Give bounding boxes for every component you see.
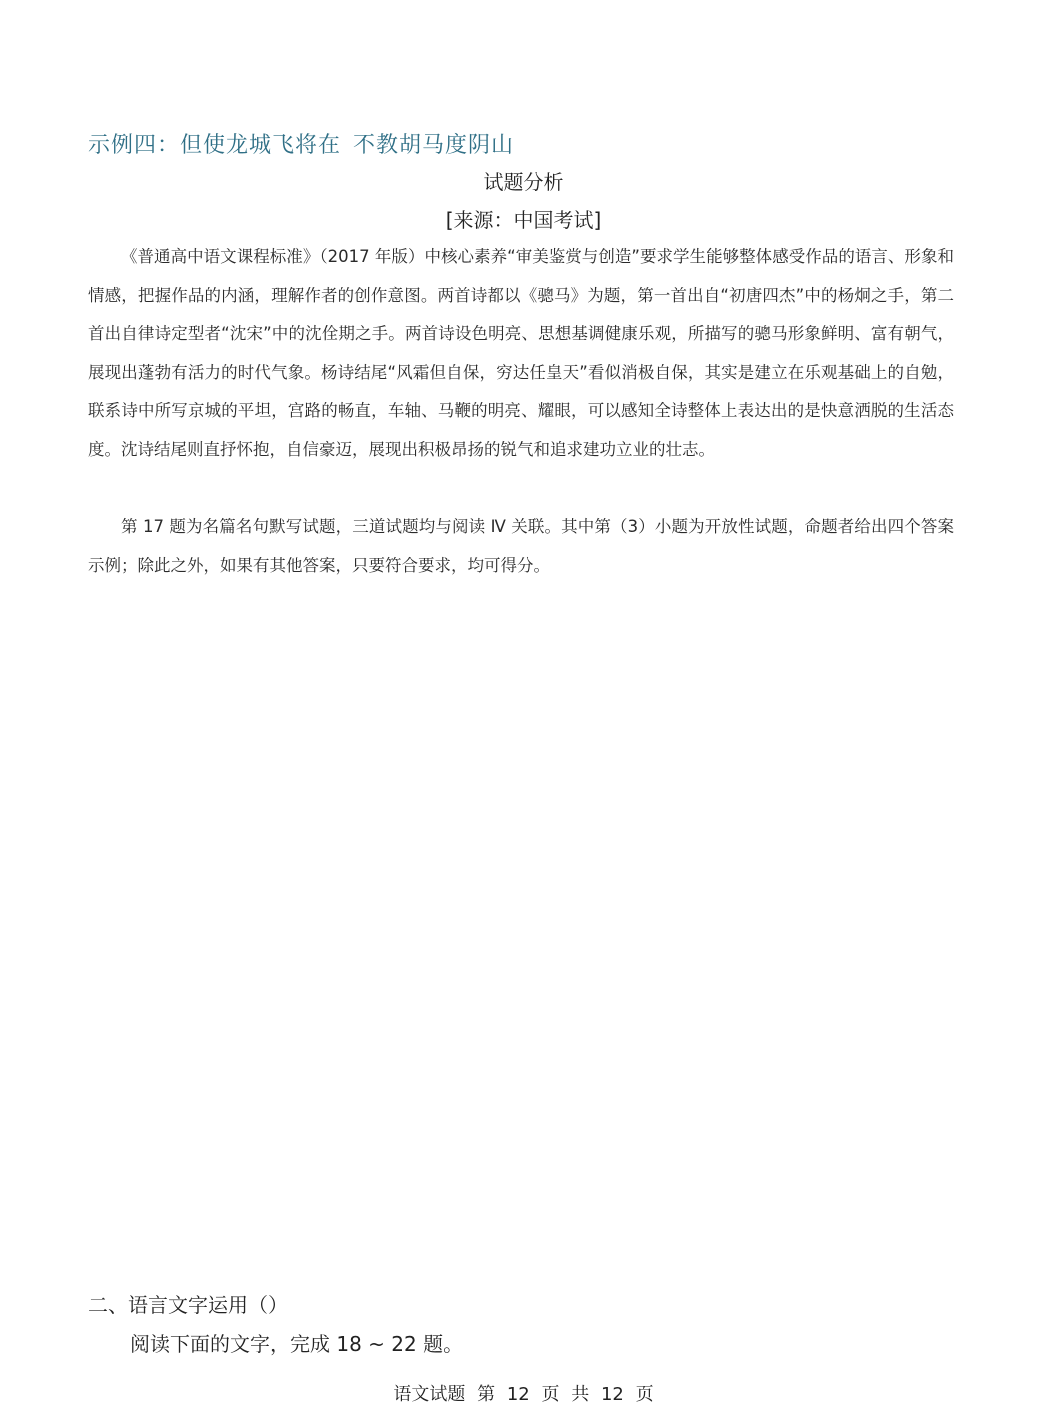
footer-page-current: 12: [506, 1384, 530, 1405]
footer-label-di: 第: [477, 1384, 496, 1405]
analysis-paragraph-1: 《普通高中语文课程标准》（2017 年版）中核心素养“审美鉴赏与创造”要求学生能够整体感受作品的语言、形象和情感，把握作品的内涵，理解作者的创作意图。两首诗都以《骢马》为题，第一首出自“初唐四杰”中的杨炯之手，第二首出自律诗定型者“沈宋”中的沈佺期之手。两首诗设色明亮、思想基调健康乐观，所描写的骢马形象鲜明、富有朝气，展现出蓬勃有活力的时代气象。杨诗结尾“风霜但自保，穷达任皇天”看似消极自保，其实是建立在乐观基础上的自勉，联系诗中所写京城的平坦，宫路的畅直，车轴、马鞭的明亮、耀眼，可以感知全诗整体上表达出的是快意洒脱的生活态度。沈诗结尾则直抒怀抱，自信豪迈，展现出积极昂扬的锐气和追求建功立业的壮志。: [88, 247, 954, 459]
analysis-source: [来源：中国考试]: [445, 208, 602, 232]
footer-page-total: 12: [600, 1384, 624, 1405]
example-four-line: [88, 128, 514, 159]
section-instruction: 阅读下面的文字，完成 18 ~ 22 题。: [130, 1332, 464, 1356]
example-verse-second: 不教胡马度阴山: [353, 133, 515, 158]
footer-label-gong: 共: [571, 1384, 590, 1405]
footer-label-ye-2: 页: [635, 1384, 654, 1405]
footer-subject: 语文试题: [393, 1384, 466, 1405]
analysis-title: 试题分析: [483, 170, 564, 194]
analysis-paragraph-2: 第 17 题为名篇名句默写试题，三道试题均与阅读 Ⅳ 关联。其中第（3）小题为开放性试题，命题者给出四个答案示例；除此之外，如果有其他答案，只要符合要求，均可得分。: [88, 517, 954, 575]
section-heading: 二、语言文字运用（）: [88, 1293, 288, 1317]
page-footer: [0, 1380, 1047, 1406]
example-verse-first: 但使龙城飞将在: [180, 133, 342, 158]
example-label: 示例四：: [88, 133, 181, 158]
footer-label-ye: 页: [541, 1384, 560, 1405]
